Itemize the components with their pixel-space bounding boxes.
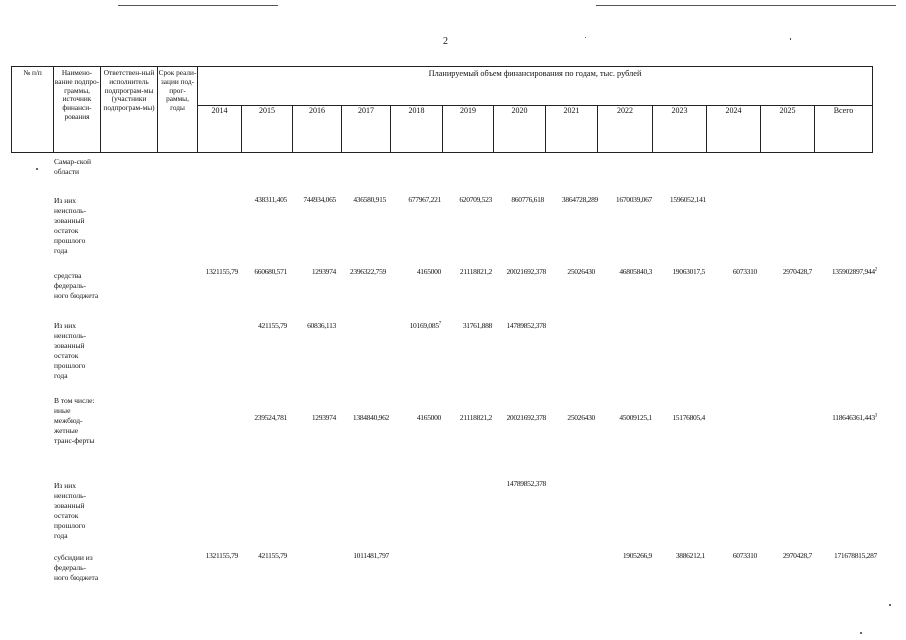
table-cell: 1011481,797 — [353, 551, 389, 560]
table-cell: 421155,79 — [258, 551, 287, 560]
header-executor: Ответствен-ный исполнитель подпрограм-мы (участники подпрограм-мы) — [101, 67, 158, 153]
table-cell: 21118821,2 — [459, 413, 492, 422]
table-cell: 14789852,378 — [506, 479, 546, 488]
year-header: 2015 — [242, 106, 293, 153]
year-header: 2023 — [653, 106, 707, 153]
table-cell: 45009125,1 — [619, 413, 652, 422]
year-header: 2025 — [761, 106, 815, 153]
cell-value: 10169,085 — [409, 321, 439, 330]
table-cell: 4165000 — [416, 413, 441, 422]
table-cell: 3864728,289 — [561, 195, 598, 204]
table-cell — [410, 321, 441, 330]
footnote-mark: 2 — [874, 267, 877, 273]
table-cell: 1905266,9 — [622, 551, 652, 560]
table-cell: 1293974 — [311, 267, 336, 276]
table-cell: 6073310 — [732, 551, 757, 560]
header-financing-title: Планируемый объем финансирования по годам, тыс. рублей — [198, 67, 873, 106]
table-cell-total: 171678815,287 — [834, 551, 877, 560]
table-cell: 6073310 — [732, 267, 757, 276]
row-label: субсидии из федераль-ного бюджета — [54, 553, 99, 582]
year-header: 2024 — [707, 106, 761, 153]
year-header: 2019 — [443, 106, 494, 153]
table-cell: 1596052,141 — [669, 195, 706, 204]
year-header: 2020 — [494, 106, 546, 153]
year-header: 2014 — [198, 106, 242, 153]
table-cell: 46805840,3 — [619, 267, 652, 276]
scan-speck — [36, 168, 38, 170]
table-cell: 438311,405 — [254, 195, 287, 204]
row-label: В том числе: иные межбюд-жетные транс-ферты — [54, 396, 95, 445]
table-cell: 239524,781 — [254, 413, 287, 422]
table-cell-total — [832, 413, 877, 422]
table-cell: 1321155,79 — [205, 551, 238, 560]
table-cell: 1321155,79 — [205, 267, 238, 276]
year-header: 2022 — [598, 106, 653, 153]
table-cell: 421155,79 — [258, 321, 287, 330]
total-value: 135902897,944 — [831, 267, 875, 276]
table-cell: 2396322,759 — [349, 267, 386, 276]
table-cell: 660680,571 — [254, 267, 287, 276]
year-header: 2018 — [391, 106, 443, 153]
table-cell: 436580,915 — [353, 195, 386, 204]
table-cell: 2970428,7 — [782, 267, 812, 276]
table-cell: 60836,113 — [307, 321, 336, 330]
footnote-mark: 3 — [874, 413, 877, 419]
header-number: № п/п — [12, 67, 54, 153]
table-cell: 1384840,962 — [352, 413, 389, 422]
table-cell: 1293974 — [311, 413, 336, 422]
table-cell: 860776,618 — [511, 195, 544, 204]
year-header: 2021 — [546, 106, 598, 153]
table-cell: 15176805,4 — [672, 413, 705, 422]
total-value: 118646361,443 — [832, 413, 875, 422]
table-cell: 20021692,378 — [506, 267, 546, 276]
table-cell: 25026430 — [567, 413, 595, 422]
row-label: Самар-ской области — [54, 157, 91, 176]
table-cell: 620709,523 — [459, 195, 492, 204]
table-cell: 3886212,1 — [675, 551, 705, 560]
table-cell: 4165000 — [416, 267, 441, 276]
table-cell: 744934,065 — [303, 195, 336, 204]
table-cell: 20021692,378 — [506, 413, 546, 422]
table-cell: 25026430 — [567, 267, 595, 276]
table-cell: 21118821,2 — [459, 267, 492, 276]
header-period: Срок реали-зации под-прог-раммы, годы — [158, 67, 198, 153]
scan-speck — [790, 38, 791, 40]
table-cell: 2970428,7 — [782, 551, 812, 560]
year-header: 2016 — [293, 106, 342, 153]
scan-speck — [585, 37, 586, 38]
table-cell: 31761,888 — [462, 321, 492, 330]
footnote-mark: 7 — [438, 321, 441, 327]
page-number: 2 — [443, 36, 448, 47]
table-cell: 14789852,378 — [506, 321, 546, 330]
table-cell: 19063017,5 — [672, 267, 705, 276]
table-cell: 677967,221 — [408, 195, 441, 204]
total-header: Всего — [815, 106, 873, 153]
table-cell: 1670039,067 — [615, 195, 652, 204]
row-label: Из них неисполь-зованный остаток прошлого года — [54, 321, 87, 380]
year-header: 2017 — [342, 106, 391, 153]
scan-speck — [860, 632, 862, 634]
row-label: средства федераль-ного бюджета — [54, 271, 99, 300]
row-label: Из них неисполь-зованный остаток прошлого года — [54, 196, 87, 255]
row-label: Из них неисполь-зованный остаток прошлого года — [54, 481, 87, 540]
table-cell-total — [832, 267, 877, 276]
scan-speck — [889, 604, 891, 606]
header-program-name: Наимено-вание подпро-граммы, источник финанси-рования — [54, 67, 101, 153]
